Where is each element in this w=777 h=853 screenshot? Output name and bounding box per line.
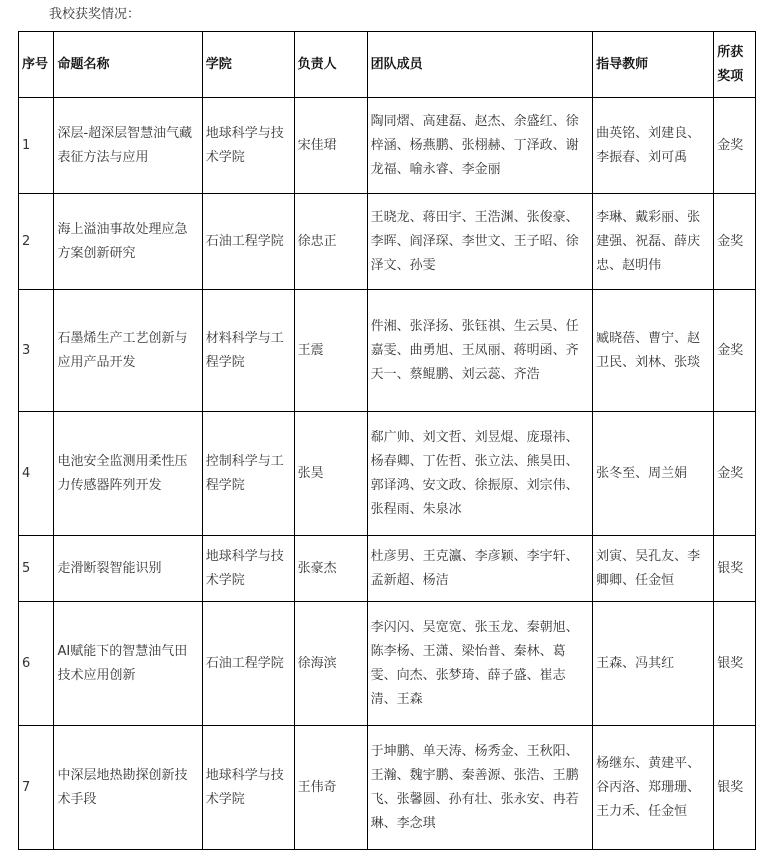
table-row bbox=[19, 726, 756, 850]
cell-num: 3 bbox=[19, 290, 54, 412]
cell-teacher: 杨继东、黄建平、谷丙洛、郑珊珊、王力禾、任金恒 bbox=[593, 726, 714, 850]
cell-num: 5 bbox=[19, 536, 54, 602]
cell-leader: 王伟奇 bbox=[294, 726, 367, 850]
cell-leader: 王震 bbox=[294, 290, 367, 412]
cell-team: 王晓龙、蒋田宇、王浩渊、张俊豪、李晖、阎泽琛、李世文、王子昭、徐泽文、孙雯 bbox=[367, 194, 592, 290]
header-teacher: 指导教师 bbox=[593, 32, 714, 98]
cell-award: 银奖 bbox=[714, 726, 756, 850]
cell-name: 电池安全监测用柔性压力传感器阵列开发 bbox=[54, 412, 202, 536]
cell-team: 件湘、张泽扬、张钰祺、生云昊、任嘉雯、曲勇旭、王凤丽、蒋明函、齐天一、蔡鲲鹏、刘云蕊、齐浩 bbox=[367, 290, 592, 412]
header-team: 团队成员 bbox=[367, 32, 592, 98]
cell-teacher: 张冬至、周兰娟 bbox=[593, 412, 714, 536]
cell-name: 走滑断裂智能识别 bbox=[54, 536, 202, 602]
cell-name: AI赋能下的智慧油气田技术应用创新 bbox=[54, 602, 202, 726]
cell-college: 石油工程学院 bbox=[202, 194, 294, 290]
cell-num: 2 bbox=[19, 194, 54, 290]
header-name: 命题名称 bbox=[54, 32, 202, 98]
cell-num: 4 bbox=[19, 412, 54, 536]
cell-name: 海上溢油事故处理应急方案创新研究 bbox=[54, 194, 202, 290]
table-row bbox=[19, 536, 756, 602]
cell-num: 6 bbox=[19, 602, 54, 726]
cell-award: 银奖 bbox=[714, 536, 756, 602]
cell-award: 金奖 bbox=[714, 412, 756, 536]
table-header-row bbox=[19, 32, 756, 98]
table-row bbox=[19, 290, 756, 412]
cell-team: 杜彦男、王克瀛、李彦颖、李宇轩、孟新超、杨洁 bbox=[367, 536, 592, 602]
header-leader: 负责人 bbox=[294, 32, 367, 98]
cell-num: 1 bbox=[19, 98, 54, 194]
cell-college: 地球科学与技术学院 bbox=[202, 536, 294, 602]
cell-award: 金奖 bbox=[714, 194, 756, 290]
cell-teacher: 曲英铭、刘建良、李振春、刘可禹 bbox=[593, 98, 714, 194]
cell-college: 控制科学与工程学院 bbox=[202, 412, 294, 536]
cell-award: 金奖 bbox=[714, 98, 756, 194]
cell-team: 李闪闪、吴宽宽、张玉龙、秦朝旭、陈李杨、王潇、梁怡普、秦林、葛雯、向杰、张梦琦、薛子盛、崔志清、王森 bbox=[367, 602, 592, 726]
cell-award: 金奖 bbox=[714, 290, 756, 412]
table-row bbox=[19, 194, 756, 290]
cell-college: 石油工程学院 bbox=[202, 602, 294, 726]
cell-name: 中深层地热勘探创新技术手段 bbox=[54, 726, 202, 850]
cell-college: 材料科学与工程学院 bbox=[202, 290, 294, 412]
cell-teacher: 刘寅、吴孔友、李卿卿、任金恒 bbox=[593, 536, 714, 602]
table-row bbox=[19, 98, 756, 194]
cell-leader: 张豪杰 bbox=[294, 536, 367, 602]
header-college: 学院 bbox=[202, 32, 294, 98]
cell-college: 地球科学与技术学院 bbox=[202, 726, 294, 850]
cell-name: 深层-超深层智慧油气藏表征方法与应用 bbox=[54, 98, 202, 194]
cell-teacher: 臧晓蓓、曹宁、赵卫民、刘林、张琰 bbox=[593, 290, 714, 412]
awards-table bbox=[18, 31, 756, 850]
cell-college: 地球科学与技术学院 bbox=[202, 98, 294, 194]
cell-team: 郗广帅、刘文哲、刘昱焜、庞璟祎、杨春卿、丁佐哲、张立法、熊昊田、郭译鸿、安文政、徐振原、刘宗伟、张程雨、朱泉冰 bbox=[367, 412, 592, 536]
cell-team: 于坤鹏、单天涛、杨秀金、王秋阳、王瀚、魏宇鹏、秦善源、张浩、王鹏飞、张馨圆、孙有壮、张永安、冉若琳、李念琪 bbox=[367, 726, 592, 850]
header-num: 序号 bbox=[19, 32, 54, 98]
intro-text: 我校获奖情况： bbox=[49, 7, 141, 22]
cell-name: 石墨烯生产工艺创新与应用产品开发 bbox=[54, 290, 202, 412]
cell-leader: 徐海滨 bbox=[294, 602, 367, 726]
cell-num: 7 bbox=[19, 726, 54, 850]
cell-leader: 宋佳珺 bbox=[294, 98, 367, 194]
cell-teacher: 王森、冯其红 bbox=[593, 602, 714, 726]
cell-leader: 徐忠正 bbox=[294, 194, 367, 290]
cell-teacher: 李琳、戴彩丽、张建强、祝磊、薛庆忠、赵明伟 bbox=[593, 194, 714, 290]
cell-team: 陶同熠、高建磊、赵杰、余盛红、徐梓涵、杨燕鹏、张栩赫、丁泽政、谢龙福、喻永睿、李金丽 bbox=[367, 98, 592, 194]
table-row bbox=[19, 602, 756, 726]
table-row bbox=[19, 412, 756, 536]
cell-leader: 张昊 bbox=[294, 412, 367, 536]
header-award: 所获奖项 bbox=[714, 32, 756, 98]
cell-award: 银奖 bbox=[714, 602, 756, 726]
